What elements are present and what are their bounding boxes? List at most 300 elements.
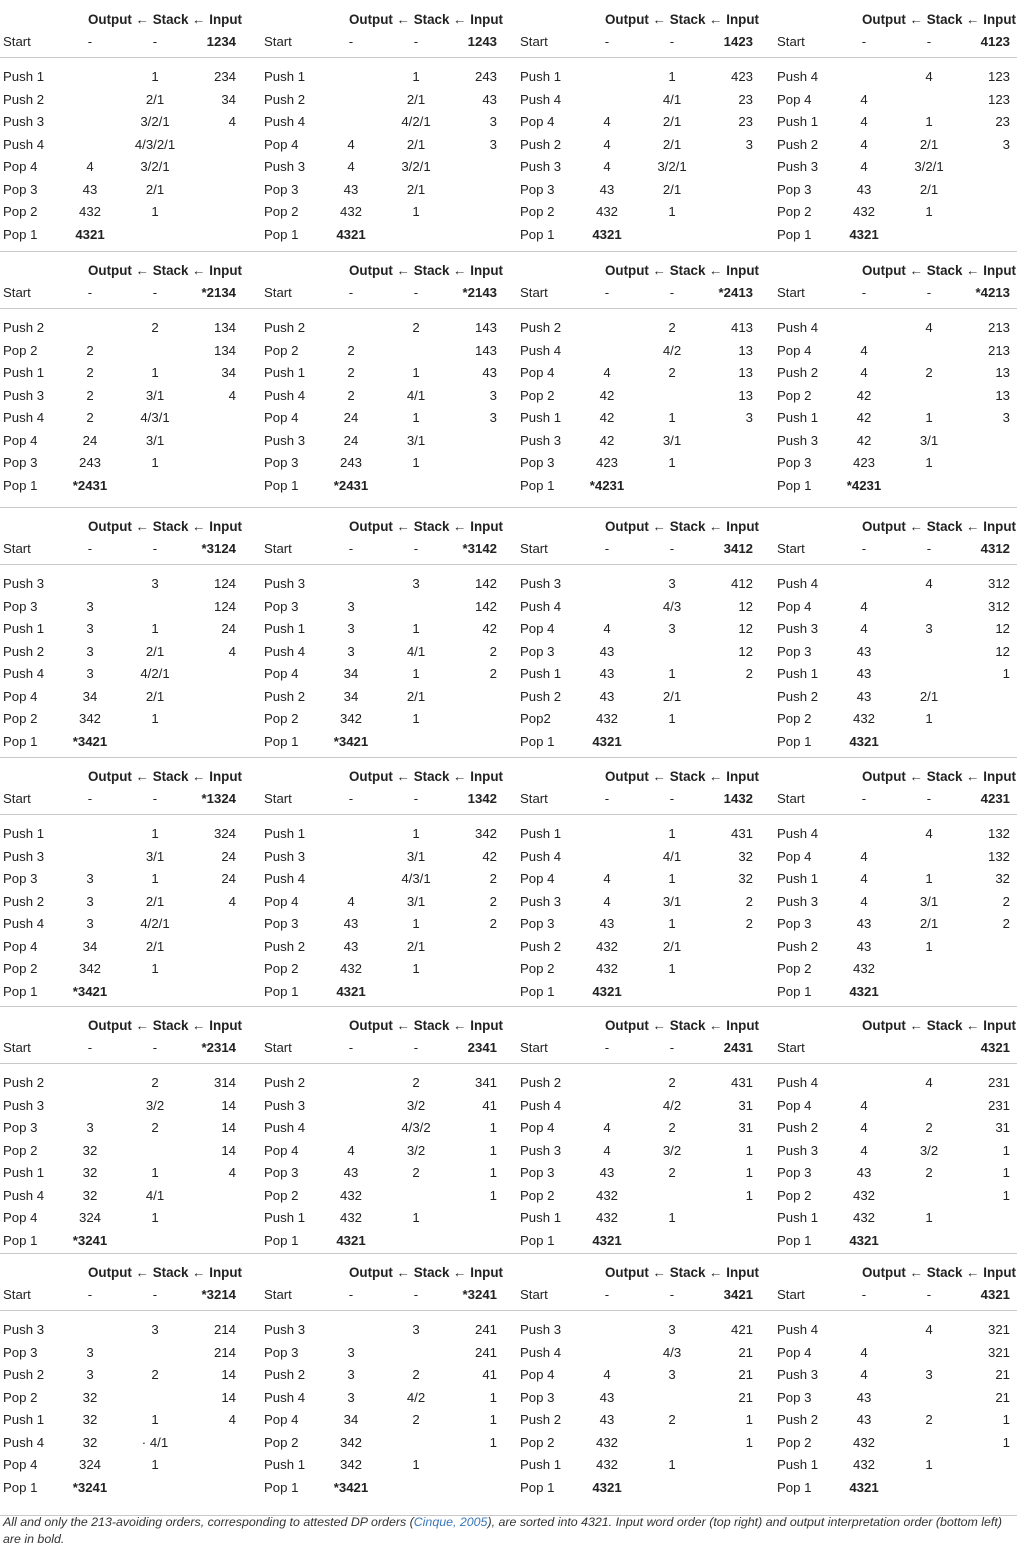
input-cell: 1 (489, 1143, 497, 1158)
step-row (0, 91, 250, 109)
step-label: Pop 1 (777, 984, 812, 999)
output-cell: 42 (599, 388, 615, 403)
input-cell: 12 (738, 599, 753, 614)
step-row (0, 960, 250, 978)
output-cell: 432 (852, 204, 875, 219)
step-label: Push 1 (520, 826, 562, 841)
input-cell: 213 (987, 343, 1010, 358)
step-row (261, 226, 511, 244)
step-label: Push 1 (3, 621, 45, 636)
output-cell: 432 (852, 1435, 875, 1450)
step-label: Pop 3 (520, 644, 555, 659)
step-label: Pop 1 (264, 1480, 299, 1495)
column-header: Output ← Stack ← Input (88, 1265, 242, 1280)
stack-cell: - (926, 791, 932, 806)
input-cell: 3 (745, 137, 753, 152)
output-cell: 4321 (849, 1233, 879, 1248)
step-label: Push 4 (3, 137, 45, 152)
column-header: Output ← Stack ← Input (605, 1018, 759, 1033)
step-row (774, 598, 1017, 616)
step-row (0, 870, 250, 888)
step-label: Pop 3 (264, 599, 299, 614)
output-cell: 43 (599, 916, 615, 931)
step-row (517, 1434, 767, 1452)
output-cell: 342 (339, 1435, 362, 1450)
step-label: Push 3 (264, 159, 306, 174)
input-cell: 2 (745, 916, 753, 931)
output-cell: *3421 (72, 984, 108, 999)
output-cell: *2431 (72, 478, 108, 493)
step-row (517, 1209, 767, 1227)
stack-cell: 1 (412, 1210, 420, 1225)
input-cell: 42 (482, 621, 497, 636)
input-cell: 412 (730, 576, 753, 591)
step-label: Start (3, 34, 31, 49)
output-cell: 43 (856, 1165, 872, 1180)
input-cell: 1432 (723, 791, 753, 806)
step-label: Push 4 (520, 849, 562, 864)
step-label: Pop 3 (520, 1390, 555, 1405)
header-separator (0, 57, 1017, 58)
input-cell: 1 (745, 1143, 753, 1158)
stack-cell: 3/1 (406, 849, 426, 864)
input-cell: 3 (1002, 137, 1010, 152)
step-label: Start (777, 791, 805, 806)
stack-cell: 3/2 (145, 1098, 165, 1113)
step-row (517, 1321, 767, 1339)
start-row (774, 1039, 1017, 1057)
column-header: Output ← Stack ← Input (862, 1265, 1016, 1280)
stack-cell: 1 (668, 455, 676, 470)
input-cell: 2 (745, 894, 753, 909)
stack-cell: 4/1 (406, 644, 426, 659)
step-label: Push 2 (520, 939, 562, 954)
input-cell: *2413 (718, 285, 753, 300)
column-header: Output ← Stack ← Input (862, 519, 1016, 534)
output-cell: 432 (595, 1188, 618, 1203)
stack-cell: 2/1 (145, 644, 165, 659)
step-row (774, 1321, 1017, 1339)
citation-link[interactable]: Cinque, 2005 (413, 1515, 488, 1529)
step-label: Push 1 (3, 365, 45, 380)
step-label: Pop 4 (264, 137, 299, 152)
output-cell: 4 (347, 137, 355, 152)
step-row (774, 870, 1017, 888)
stack-cell: - (152, 791, 158, 806)
step-label: Push 2 (777, 689, 819, 704)
step-row (774, 91, 1017, 109)
output-cell: 24 (343, 410, 359, 425)
step-row (517, 848, 767, 866)
stack-cell: 4/3 (662, 1345, 682, 1360)
output-cell: 34 (343, 689, 359, 704)
step-label: Pop 2 (777, 711, 812, 726)
input-cell: 1 (745, 1435, 753, 1450)
step-label: Pop 2 (264, 343, 299, 358)
output-cell: 3 (86, 644, 94, 659)
step-row (0, 620, 250, 638)
input-cell: 3 (489, 410, 497, 425)
input-cell: 14 (221, 1098, 236, 1113)
input-cell: 321 (987, 1322, 1010, 1337)
step-label: Push 4 (520, 1345, 562, 1360)
step-row (261, 364, 511, 382)
step-row (0, 1209, 250, 1227)
input-cell: 1 (489, 1435, 497, 1450)
output-cell: 34 (343, 666, 359, 681)
output-cell: - (348, 1040, 354, 1055)
step-label: Pop 1 (3, 1480, 38, 1495)
stack-cell: 1 (412, 826, 420, 841)
start-row (517, 1286, 767, 1304)
step-label: Pop 2 (520, 961, 555, 976)
step-row (517, 181, 767, 199)
step-label: Pop 1 (777, 734, 812, 749)
step-row (517, 598, 767, 616)
output-cell: 4 (347, 159, 355, 174)
output-cell: 432 (339, 204, 362, 219)
output-cell: 3 (86, 1120, 94, 1135)
column-header: Output ← Stack ← Input (862, 1018, 1016, 1033)
output-cell: 3 (86, 1367, 94, 1382)
output-cell: 4 (86, 159, 94, 174)
start-row (261, 1039, 511, 1057)
step-label: Push 2 (264, 939, 306, 954)
step-label: Push 4 (520, 599, 562, 614)
table-block-4 (0, 757, 1017, 1007)
step-label: Start (3, 1287, 31, 1302)
output-cell: 3 (347, 621, 355, 636)
step-row (774, 665, 1017, 683)
step-label: Pop 1 (264, 984, 299, 999)
step-row (774, 1344, 1017, 1362)
input-cell: 3421 (723, 1287, 753, 1302)
step-label: Push 1 (520, 1210, 562, 1225)
output-cell: 43 (599, 1390, 615, 1405)
stack-cell: 1 (925, 1210, 933, 1225)
stack-cell: 3 (925, 621, 933, 636)
step-label: Pop 1 (520, 227, 555, 242)
start-row (0, 540, 250, 558)
step-label: Pop 4 (520, 114, 555, 129)
output-cell: *3421 (72, 734, 108, 749)
input-cell: 2 (489, 916, 497, 931)
output-cell: 432 (595, 1435, 618, 1450)
input-cell: 3 (489, 137, 497, 152)
output-cell: 432 (339, 961, 362, 976)
step-label: Pop 3 (3, 1345, 38, 1360)
output-cell: - (348, 1287, 354, 1302)
step-label: Pop 4 (777, 599, 812, 614)
stack-cell: 1 (151, 455, 159, 470)
input-cell: 32 (738, 871, 753, 886)
step-label: Push 3 (264, 576, 306, 591)
input-cell: 4 (228, 894, 236, 909)
step-label: Pop 2 (3, 711, 38, 726)
input-cell: 314 (213, 1075, 236, 1090)
input-cell: 21 (738, 1367, 753, 1382)
output-cell: 342 (339, 1457, 362, 1472)
step-row (774, 1411, 1017, 1429)
step-label: Pop 2 (264, 204, 299, 219)
input-cell: 4 (228, 114, 236, 129)
output-cell: - (87, 1287, 93, 1302)
footnote-text-2: ), are sorted into 4321. Input word order (top right) and output interpretation order (bottom left) are in bold. (3, 1515, 1002, 1546)
step-row (261, 710, 511, 728)
input-cell: 3 (745, 410, 753, 425)
stack-cell: 4/3/1 (401, 871, 431, 886)
output-cell: 34 (82, 939, 98, 954)
input-cell: 142 (474, 576, 497, 591)
step-row (774, 454, 1017, 472)
input-cell: 13 (738, 365, 753, 380)
step-row (261, 733, 511, 751)
stack-cell: 1 (151, 204, 159, 219)
output-cell: 43 (599, 644, 615, 659)
input-cell: *1324 (201, 791, 236, 806)
output-cell: 432 (595, 961, 618, 976)
start-row (517, 1039, 767, 1057)
output-cell: 3 (86, 894, 94, 909)
step-row (517, 575, 767, 593)
step-label: Pop 4 (777, 343, 812, 358)
step-row (261, 1411, 511, 1429)
stack-cell: 1 (151, 871, 159, 886)
step-label: Pop 4 (264, 666, 299, 681)
step-row (517, 643, 767, 661)
column-header: Output ← Stack ← Input (349, 263, 503, 278)
step-row (517, 203, 767, 221)
stack-cell: 3 (668, 576, 676, 591)
step-label: Pop 3 (3, 871, 38, 886)
step-label: Push 3 (777, 894, 819, 909)
step-label: Push 2 (264, 1367, 306, 1382)
stack-cell: 1 (412, 365, 420, 380)
step-row (0, 1389, 250, 1407)
output-cell: 4 (347, 1143, 355, 1158)
stack-cell: - (413, 285, 419, 300)
stack-cell: 2/1 (919, 182, 939, 197)
step-row (261, 915, 511, 933)
table-block-1 (0, 0, 1017, 252)
stack-cell: 2 (412, 320, 420, 335)
output-cell: 4321 (849, 1480, 879, 1495)
step-row (261, 319, 511, 337)
step-label: Push 1 (777, 1210, 819, 1225)
input-cell: 3412 (723, 541, 753, 556)
stack-cell: - (669, 1040, 675, 1055)
output-cell: - (861, 34, 867, 49)
stack-cell: 1 (925, 939, 933, 954)
input-cell: 31 (738, 1098, 753, 1113)
step-row (261, 1479, 511, 1497)
stack-cell: - (669, 1287, 675, 1302)
output-cell: 4321 (336, 1233, 366, 1248)
step-row (261, 575, 511, 593)
output-cell: 4321 (592, 1480, 622, 1495)
input-cell: 13 (738, 388, 753, 403)
input-cell: 321 (987, 1345, 1010, 1360)
output-cell: 43 (599, 182, 615, 197)
start-row (517, 284, 767, 302)
step-label: Push 3 (520, 576, 562, 591)
step-label: Push 2 (777, 137, 819, 152)
stack-cell: 3 (925, 1367, 933, 1382)
stack-cell: 1 (151, 826, 159, 841)
output-cell: - (348, 34, 354, 49)
step-row (0, 1366, 250, 1384)
stack-cell: - (413, 541, 419, 556)
input-cell: *3241 (462, 1287, 497, 1302)
step-row (0, 938, 250, 956)
step-row (261, 620, 511, 638)
step-row (517, 1232, 767, 1250)
step-row (0, 158, 250, 176)
step-row (261, 203, 511, 221)
step-label: Pop 2 (264, 1435, 299, 1450)
step-row (517, 364, 767, 382)
input-cell: 24 (221, 871, 236, 886)
step-row (261, 1366, 511, 1384)
step-label: Pop 4 (520, 365, 555, 380)
input-cell: 21 (995, 1367, 1010, 1382)
stack-cell: 3/2/1 (657, 159, 687, 174)
input-cell: 241 (474, 1345, 497, 1360)
input-cell: 13 (995, 388, 1010, 403)
stack-cell: 2/1 (919, 689, 939, 704)
stack-cell: 4/2 (662, 343, 682, 358)
input-cell: 1423 (723, 34, 753, 49)
step-row (0, 364, 250, 382)
input-cell: 324 (213, 826, 236, 841)
step-label: Pop 4 (264, 1143, 299, 1158)
output-cell: 4 (603, 159, 611, 174)
step-label: Pop 2 (777, 1188, 812, 1203)
step-row (517, 893, 767, 911)
input-cell: 23 (738, 114, 753, 129)
start-row (517, 540, 767, 558)
output-cell: 4321 (849, 984, 879, 999)
input-cell: 2 (489, 871, 497, 886)
output-cell: 24 (82, 433, 98, 448)
start-row (774, 1286, 1017, 1304)
output-cell: 243 (339, 455, 362, 470)
step-label: Pop 3 (777, 1390, 812, 1405)
step-row (517, 1097, 767, 1115)
stack-cell: 3 (151, 1322, 159, 1337)
output-cell: 3 (86, 599, 94, 614)
step-row (774, 203, 1017, 221)
step-label: Push 1 (777, 410, 819, 425)
output-cell: 4 (603, 871, 611, 886)
output-cell: 4321 (592, 1233, 622, 1248)
step-row (774, 1097, 1017, 1115)
output-cell: 43 (82, 182, 98, 197)
stack-cell: - (413, 1040, 419, 1055)
output-cell: 43 (856, 916, 872, 931)
output-cell: 32 (82, 1143, 98, 1158)
stack-cell: 1 (151, 69, 159, 84)
step-label: Pop 3 (777, 1165, 812, 1180)
step-label: Push 4 (264, 1120, 306, 1135)
stack-cell: 2 (151, 1367, 159, 1382)
output-cell: 42 (856, 410, 872, 425)
stack-cell: - (926, 285, 932, 300)
output-cell: 432 (852, 1188, 875, 1203)
step-row (774, 1479, 1017, 1497)
start-row (261, 790, 511, 808)
step-label: Pop 2 (777, 204, 812, 219)
output-cell: 423 (595, 455, 618, 470)
stack-cell: 3/2/1 (914, 159, 944, 174)
stack-cell: 4 (925, 1075, 933, 1090)
step-label: Pop 2 (3, 1390, 38, 1405)
output-cell: 43 (856, 666, 872, 681)
step-label: Push 3 (777, 621, 819, 636)
step-label: Push 4 (3, 666, 45, 681)
step-row (261, 1097, 511, 1115)
input-cell: 24 (221, 849, 236, 864)
step-row (0, 1321, 250, 1339)
stack-cell: - (152, 1040, 158, 1055)
output-cell: 4 (860, 1098, 868, 1113)
step-row (774, 319, 1017, 337)
stack-cell: 2 (925, 1165, 933, 1180)
step-label: Pop 3 (264, 1165, 299, 1180)
step-label: Pop 2 (3, 961, 38, 976)
output-cell: 43 (856, 1412, 872, 1427)
step-row (0, 409, 250, 427)
step-label: Pop 4 (3, 1210, 38, 1225)
input-cell: 4312 (980, 541, 1010, 556)
step-label: Push 3 (264, 849, 306, 864)
step-row (261, 960, 511, 978)
output-cell: 4 (860, 871, 868, 886)
step-row (0, 665, 250, 683)
step-label: Pop 4 (3, 689, 38, 704)
stack-cell: 3/2 (662, 1143, 682, 1158)
input-cell: 4123 (980, 34, 1010, 49)
step-label: Pop 2 (264, 1188, 299, 1203)
stack-cell: - (926, 1287, 932, 1302)
stack-cell: 4/3/1 (140, 410, 170, 425)
step-label: Push 2 (3, 1367, 45, 1382)
step-row (0, 181, 250, 199)
step-label: Pop 4 (264, 410, 299, 425)
table-block-5 (0, 1006, 1017, 1254)
step-row (774, 1389, 1017, 1407)
output-cell: *3241 (72, 1480, 108, 1495)
input-cell: 1 (489, 1412, 497, 1427)
stack-cell: · 4/1 (141, 1435, 169, 1450)
output-cell: 432 (339, 1188, 362, 1203)
stack-cell: 4 (925, 1322, 933, 1337)
step-row (0, 643, 250, 661)
step-label: Push 4 (520, 343, 562, 358)
step-label: Push 2 (777, 1120, 819, 1135)
step-label: Push 1 (520, 666, 562, 681)
step-row (517, 477, 767, 495)
stack-cell: 3/2 (919, 1143, 939, 1158)
step-row (0, 915, 250, 933)
step-row (517, 113, 767, 131)
input-cell: 231 (987, 1098, 1010, 1113)
step-row (517, 1142, 767, 1160)
step-row (261, 1119, 511, 1137)
input-cell: *2314 (201, 1040, 236, 1055)
input-cell: 213 (987, 320, 1010, 335)
table-block-3 (0, 507, 1017, 758)
